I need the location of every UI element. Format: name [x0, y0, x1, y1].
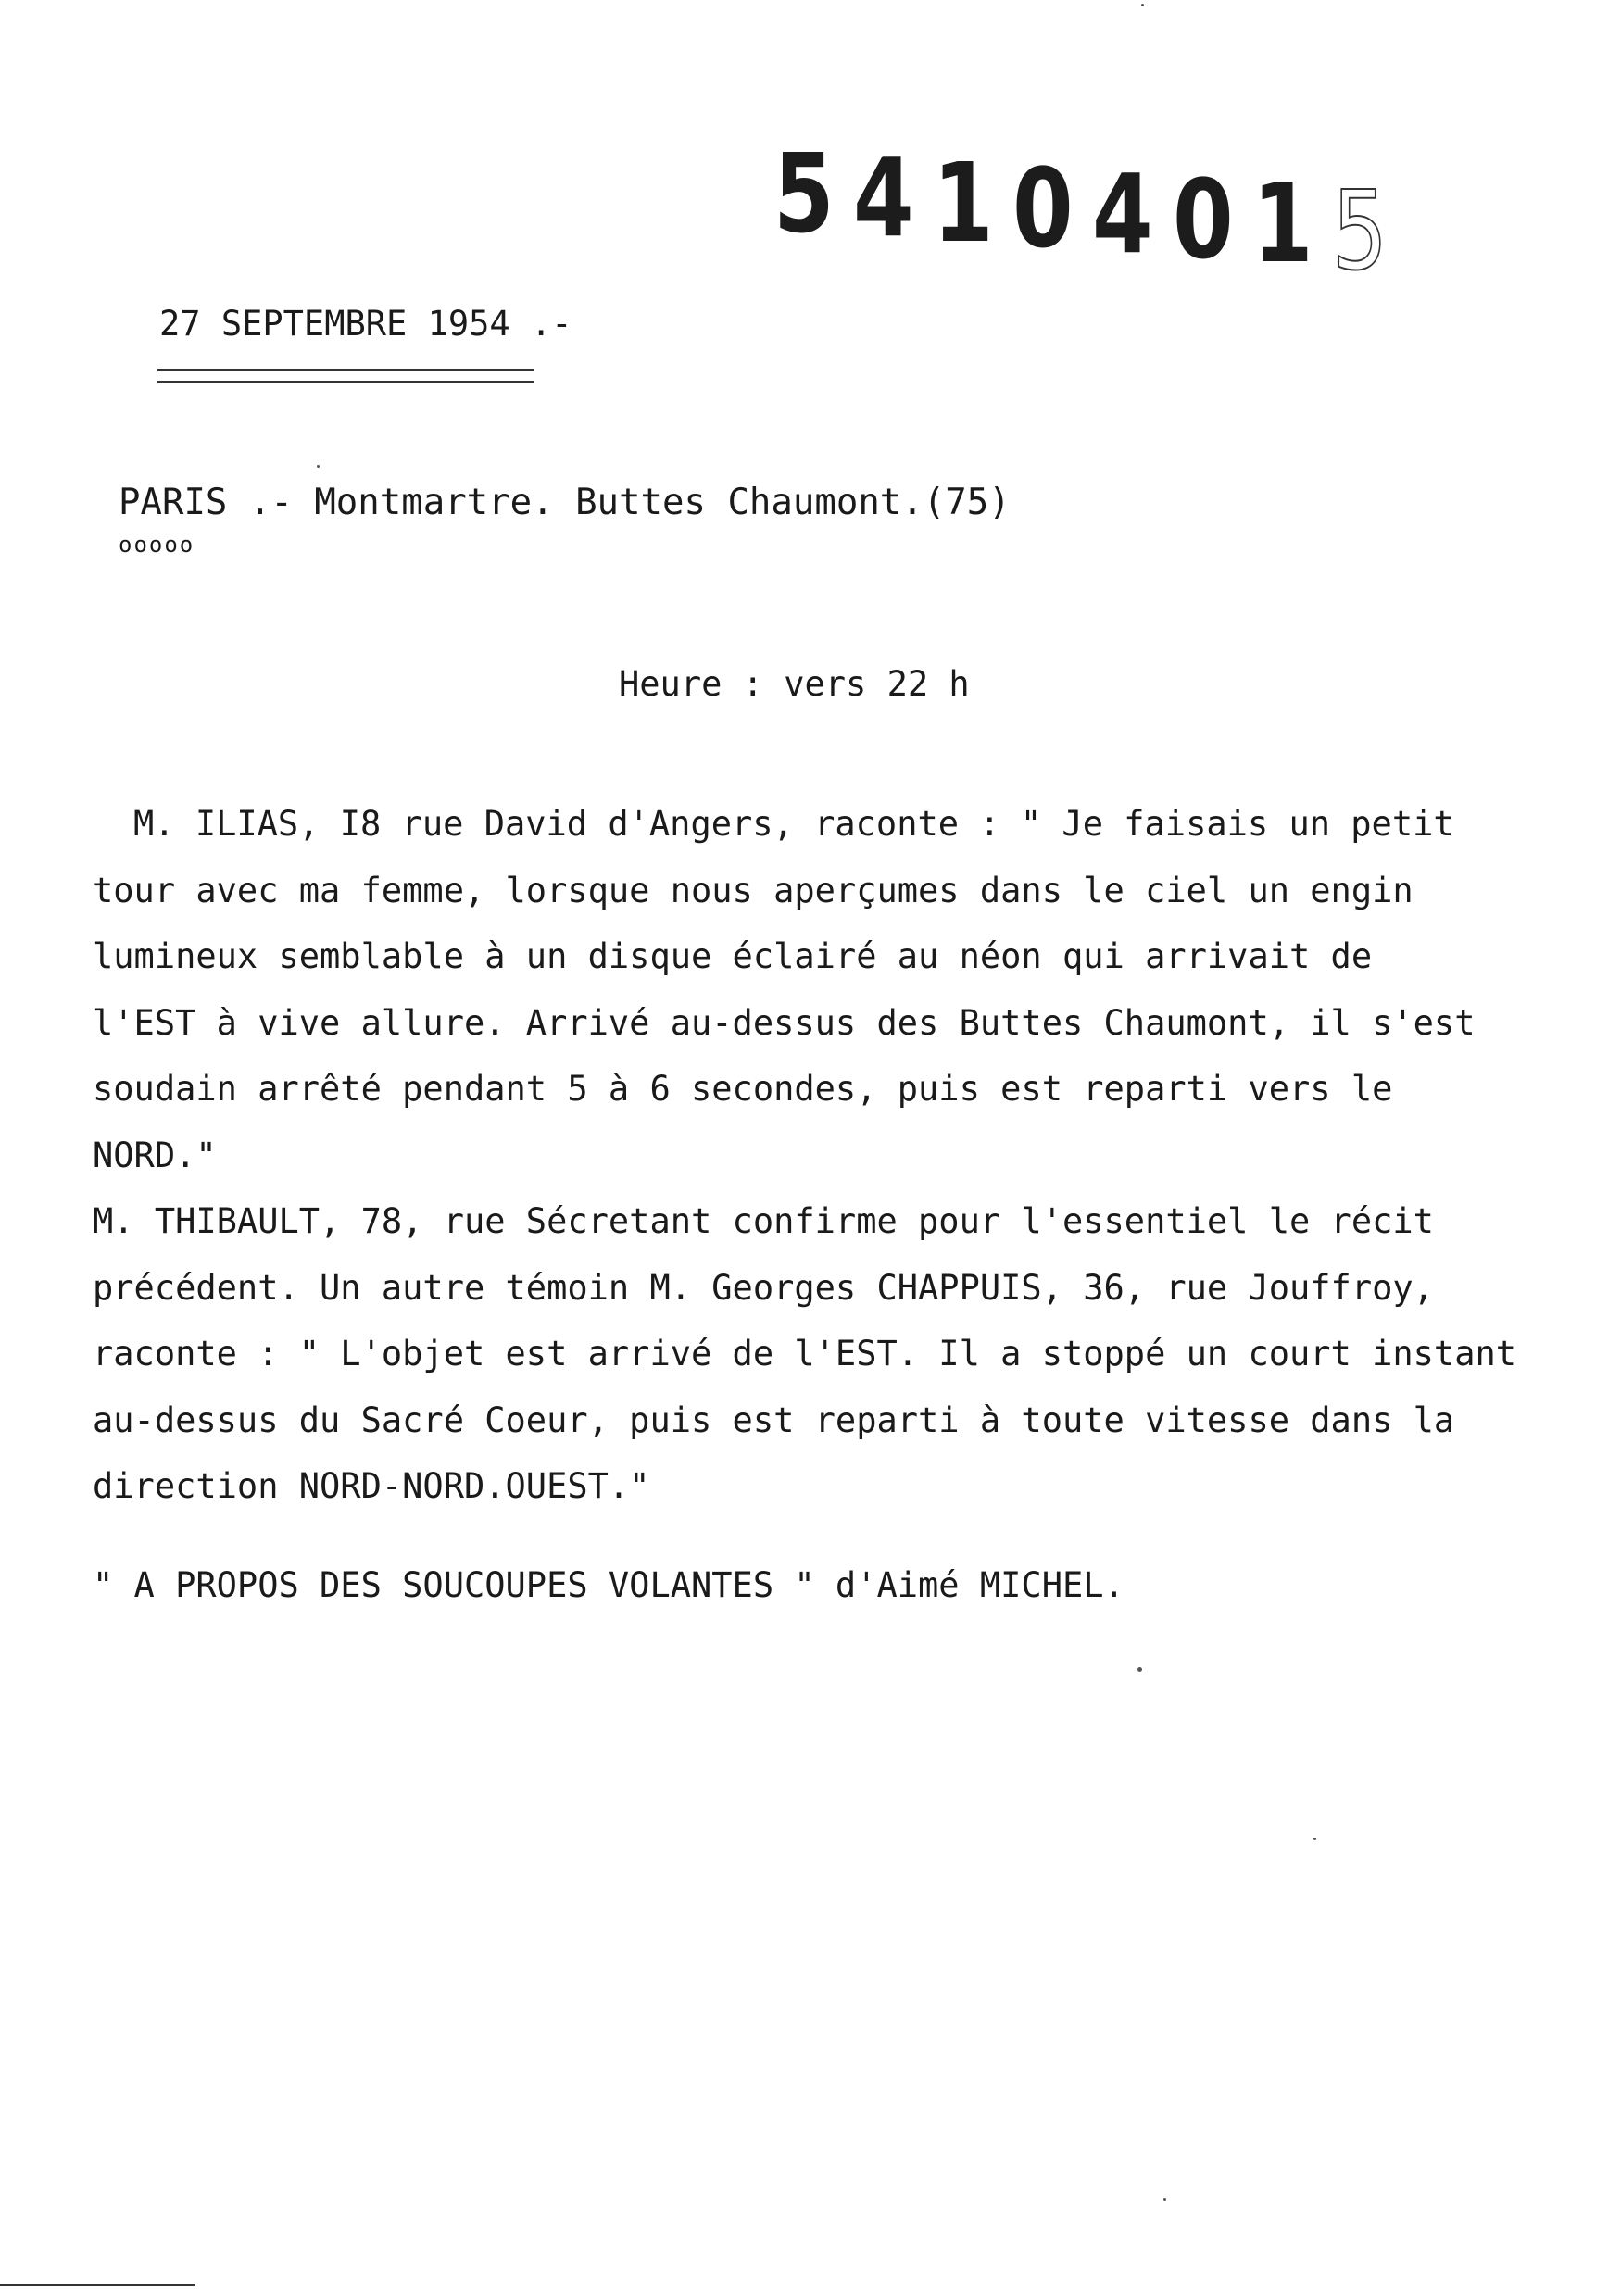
body-line: l'EST à vive allure. Arrivé au-dessus des Buttes Chaumont, il s'est — [93, 1002, 1476, 1043]
body-line: tour avec ma femme, lorsque nous aperçumes dans le ciel un engin — [93, 870, 1414, 910]
scan-speck — [1137, 1667, 1142, 1672]
report-date: 27 SEPTEMBRE 1954 .- — [159, 304, 572, 344]
source-citation: " A PROPOS DES SOUCOUPES VOLANTES " d'Aimé MICHEL. — [93, 1565, 1125, 1605]
body-line: NORD." — [93, 1135, 217, 1175]
body-line: soudain arrêté pendant 5 à 6 secondes, puis est reparti vers le — [93, 1069, 1393, 1109]
report-time: Heure : vers 22 h — [619, 664, 970, 704]
stamp-digit: 1 — [1251, 159, 1324, 287]
scan-speck — [1313, 1838, 1316, 1840]
body-line: direction NORD-NORD.OUEST." — [93, 1466, 650, 1506]
location-underline-marker: ooooo — [119, 532, 195, 558]
body-line: lumineux semblable à un disque éclairé au néon qui arrivait de — [93, 936, 1373, 976]
scan-speck — [1163, 2198, 1166, 2201]
report-location: PARIS .- Montmartre. Buttes Chaumont.(75) — [119, 482, 1011, 523]
stamp-digit: 5 — [773, 130, 845, 257]
stamp-digit: 1 — [933, 139, 1005, 267]
body-line: M. ILIAS, I8 rue David d'Angers, raconte : " Je faisais un petit — [133, 804, 1454, 844]
scan-speck — [317, 465, 320, 468]
reference-number-stamp — [773, 130, 1422, 315]
stamp-digit: 0 — [1172, 156, 1244, 283]
stamp-digit: 4 — [1092, 150, 1164, 278]
body-line: M. THIBAULT, 78, rue Sécretant confirme pour l'essentiel le récit — [93, 1201, 1434, 1241]
stamp-digit: 5 — [1331, 167, 1399, 295]
scan-edge-line — [0, 2284, 195, 2286]
body-line: au-dessus du Sacré Coeur, puis est reparti à toute vitesse dans la — [93, 1399, 1455, 1440]
stamp-digit: 0 — [1012, 144, 1085, 272]
scan-speck — [1141, 4, 1144, 6]
stamp-digit: 4 — [853, 133, 924, 261]
testimony-body — [93, 791, 1612, 1520]
date-double-underline — [157, 369, 534, 383]
body-line: raconte : " L'objet est arrivé de l'EST. Il a stoppé un court instant — [93, 1334, 1517, 1374]
body-line: précédent. Un autre témoin M. Georges CHAPPUIS, 36, rue Jouffroy, — [93, 1267, 1434, 1308]
